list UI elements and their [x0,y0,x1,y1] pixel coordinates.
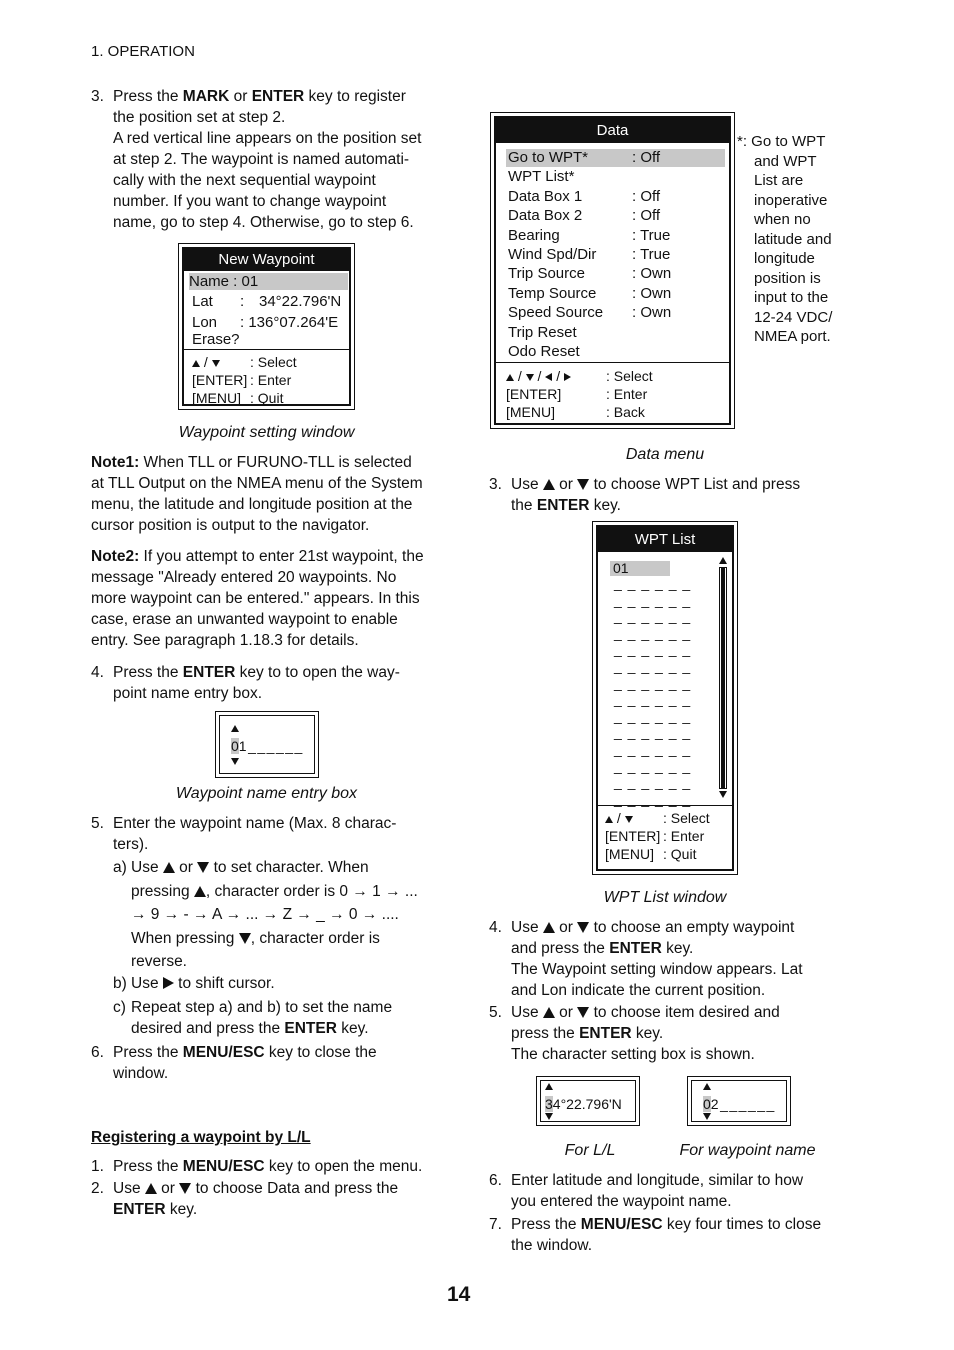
wpt-list-item[interactable]: _ _ _ _ _ _ [614,674,692,691]
wpt-list-item[interactable]: _ _ _ _ _ _ [614,757,692,774]
down-arrow-icon [577,479,589,490]
right-step-6: 6. Enter latitude and longitude, similar to how you entered the waypoint name. [489,1172,804,1210]
waypoint-name-entry-box[interactable] [215,711,319,778]
wpt-list-item-selected[interactable]: 01 [610,561,670,576]
down-arrow-icon [231,758,239,765]
data-menu-item-label: Speed Source [508,304,604,322]
down-arrow-icon [212,360,220,367]
scrollbar[interactable] [719,567,727,789]
left-step-5: 5. Enter the waypoint name (Max. 8 charac- ters). [91,815,397,853]
data-menu-item-value: : Own [632,304,672,322]
data-menu-item[interactable] [506,304,725,322]
up-arrow-icon [163,862,175,873]
wpt-list-item[interactable]: _ _ _ _ _ _ [614,608,692,625]
down-arrow-icon [197,862,209,873]
right-step-7: 7. Press the MENU/ESC key four times to close the window. [489,1216,822,1254]
right-step-4: 4. Use or to choose an empty waypoint and press the ENTER key. The Waypoint setting window appears. Lat and Lon indicate the current position. [489,919,803,999]
up-arrow-icon [231,725,239,732]
wpt-list-item[interactable]: _ _ _ _ _ _ [614,790,692,807]
wpt-list-caption: WPT List window [603,889,727,906]
wpt-list-item[interactable]: _ _ _ _ _ _ [614,741,692,757]
lat-value[interactable]: 34°22.796'N [259,293,342,310]
data-menu-item[interactable] [506,285,725,303]
name-row[interactable]: Name : 01 [189,273,348,290]
page-number: 14 [447,1283,471,1306]
data-menu-item-value: : True [632,246,671,263]
down-arrow-icon [526,374,534,381]
lon-label: Lon [192,314,218,331]
data-menu-item[interactable] [506,265,725,283]
left-step-6: 6. Press the MENU/ESC key to close the window. [91,1044,377,1082]
cursor-char: 0 [703,1096,711,1112]
lon-value[interactable]: : 136°07.264'E [240,314,339,331]
wpt-list-window [592,521,738,875]
up-arrow-icon [506,374,514,381]
up-arrow-icon [543,1007,555,1018]
scrollbar-thumb[interactable] [721,568,725,788]
data-menu-item-label: Data Box 1 [508,187,583,205]
data-menu-item-value: : Off [632,149,661,166]
data-menu-window [490,112,735,429]
data-menu-item[interactable] [506,149,725,167]
new-waypoint-keys: / : Select [ENTER] : Enter [MENU] : Quit [192,354,297,406]
ll-step-2: 2. Use or to choose Data and press the ENTER key. [91,1180,399,1218]
left-step-4: 4. Press the ENTER key to to open the way- point name entry box. [91,664,400,702]
ll-entry-box[interactable] [536,1076,640,1126]
lat-sep: : [240,293,245,310]
data-menu-keys: / / / : Select [ENTER] : Enter [MENU] : Back [506,368,653,420]
wpt-list-item[interactable]: _ _ _ _ _ _ [614,707,692,724]
note-1: Note1: When TLL or FURUNO-TLL is selected at TLL Output on the NMEA menu of the System menu, the latitude and longitude position at the cursor position is output to the navigator. [91,454,423,534]
up-arrow-icon [543,922,555,933]
right-arrow-icon [163,977,174,989]
wpt-list-keys: / : Select [ENTER] : Enter [MENU] : Quit [605,810,710,862]
wpt-list-item[interactable]: _ _ _ _ _ _ [614,724,692,741]
up-arrow-icon [605,816,613,823]
erase-item[interactable]: Erase? [192,331,240,348]
lat-label: Lat [192,293,213,310]
down-arrow-icon [577,922,589,933]
cursor-char: 0 [231,738,239,754]
section-header: 1. OPERATION [91,43,195,60]
footnote: *: Go to WPT and WPT List are inoperative when no latitude and longitude position is input to the 12-24 VDC/ NMEA port. [737,133,833,345]
ll-box-caption: For L/L [564,1142,616,1159]
data-menu-item-label: Temp Source [508,284,597,302]
up-arrow-icon [192,360,200,367]
data-menu-item[interactable] [506,343,725,361]
left-step-3: 3. Press the MARK or ENTER key to register the position set at step 2. A red vertical line appears on the position set at step 2. The waypoint is named automati- cally with the next sequential waypoint number. If you want to change waypoint name, go to step 4. Otherwise, go to step 6. [91,88,422,231]
wpt-name-box-caption: For waypoint name [679,1142,816,1159]
left-arrow-icon [545,373,552,381]
new-waypoint-title: New Waypoint [184,249,349,271]
data-menu-item[interactable] [506,324,725,342]
ll-value: 4°22.796'N [552,1096,622,1112]
wpt-name-entry-box[interactable] [687,1076,791,1126]
data-menu-item[interactable] [506,227,725,245]
data-menu-item-value: : True [632,226,671,244]
down-arrow-icon [179,1183,191,1194]
data-menu-item-value: : Off [632,207,661,225]
right-step-3: 3. Use or to choose WPT List and press the ENTER key. [489,476,801,514]
right-arrow-icon [564,373,571,381]
data-menu-item[interactable] [506,168,725,186]
data-menu-item[interactable] [506,188,725,206]
wpt-list-item[interactable]: _ _ _ _ _ _ [614,624,692,641]
up-arrow-icon [194,886,206,897]
left-step-5c: c) Repeat step a) and b) to set the name desired and press the ENTER key. [113,999,393,1037]
up-arrow-icon [145,1183,157,1194]
down-arrow-icon [239,933,251,944]
note-2: Note2: If you attempt to enter 21st waypoint, the message "Already entered 20 waypoints. No more waypoint can be entered." appears. In this case, erase an unwanted waypoint to enable entry. See paragraph 1.18.3 for details. [91,548,424,649]
data-menu-caption: Data menu [625,446,705,463]
cursor-char: 3 [545,1096,553,1112]
new-waypoint-window [178,243,355,410]
data-menu-item-value: : Own [632,284,672,302]
ll-step-1: 1. Press the MENU/ESC key to open the menu. [91,1158,423,1175]
wpt-list-item[interactable]: _ _ _ _ _ _ [614,641,692,658]
data-menu-item-label: Trip Reset [508,323,577,341]
data-menu-title: Data [496,118,729,143]
name-value: 1______ [238,738,304,754]
down-arrow-icon [703,1113,711,1120]
data-menu-item-label: Wind Spd/Dir [508,246,597,263]
data-menu-item-label: Bearing [508,226,560,244]
up-arrow-icon [545,1083,553,1090]
name-entry-caption: Waypoint name entry box [175,785,358,802]
scroll-up-icon[interactable] [719,557,727,564]
data-menu-item-label: Trip Source [508,265,585,283]
wpt-list-item[interactable]: _ _ _ _ _ _ [614,591,692,608]
down-arrow-icon [545,1113,553,1120]
data-menu-item-value: : Off [632,187,661,205]
wpt-list-item[interactable]: _ _ _ _ _ _ [614,658,692,674]
data-menu-item-label: Go to WPT* [508,149,589,166]
left-step-5a: a) Use or to set character. When pressing , character order is 0 → 1 → ... → 9 → - → A → ... → Z → _ → 0 → .... When pressing , character order is reverse. [113,859,418,970]
data-menu-item-label: WPT List* [508,168,575,186]
data-menu-item-label: Odo Reset [508,343,580,360]
wpt-list-title: WPT List [598,527,732,552]
down-arrow-icon [577,1007,589,1018]
up-arrow-icon [703,1083,711,1090]
scroll-down-icon[interactable] [719,791,727,798]
wpt-list-item[interactable]: _ _ _ _ _ _ [614,575,692,591]
data-menu-item-value: : Own [632,265,672,283]
data-menu-item[interactable] [506,207,725,225]
wpt-name-value: 2______ [710,1096,776,1112]
data-menu-item-label: Data Box 2 [508,207,583,225]
left-step-5b: b) Use to shift cursor. [113,975,275,992]
new-waypoint-caption: Waypoint setting window [178,424,355,441]
wpt-list-item[interactable]: _ _ _ _ _ _ [614,691,692,708]
section-heading: Registering a waypoint by L/L [91,1129,311,1146]
wpt-list-item[interactable]: _ _ _ _ _ _ [614,774,692,791]
data-menu-item[interactable] [506,246,725,264]
down-arrow-icon [625,816,633,823]
right-step-5: 5. Use or to choose item desired and press the ENTER key. The character setting box is shown. [489,1004,780,1063]
up-arrow-icon [543,479,555,490]
